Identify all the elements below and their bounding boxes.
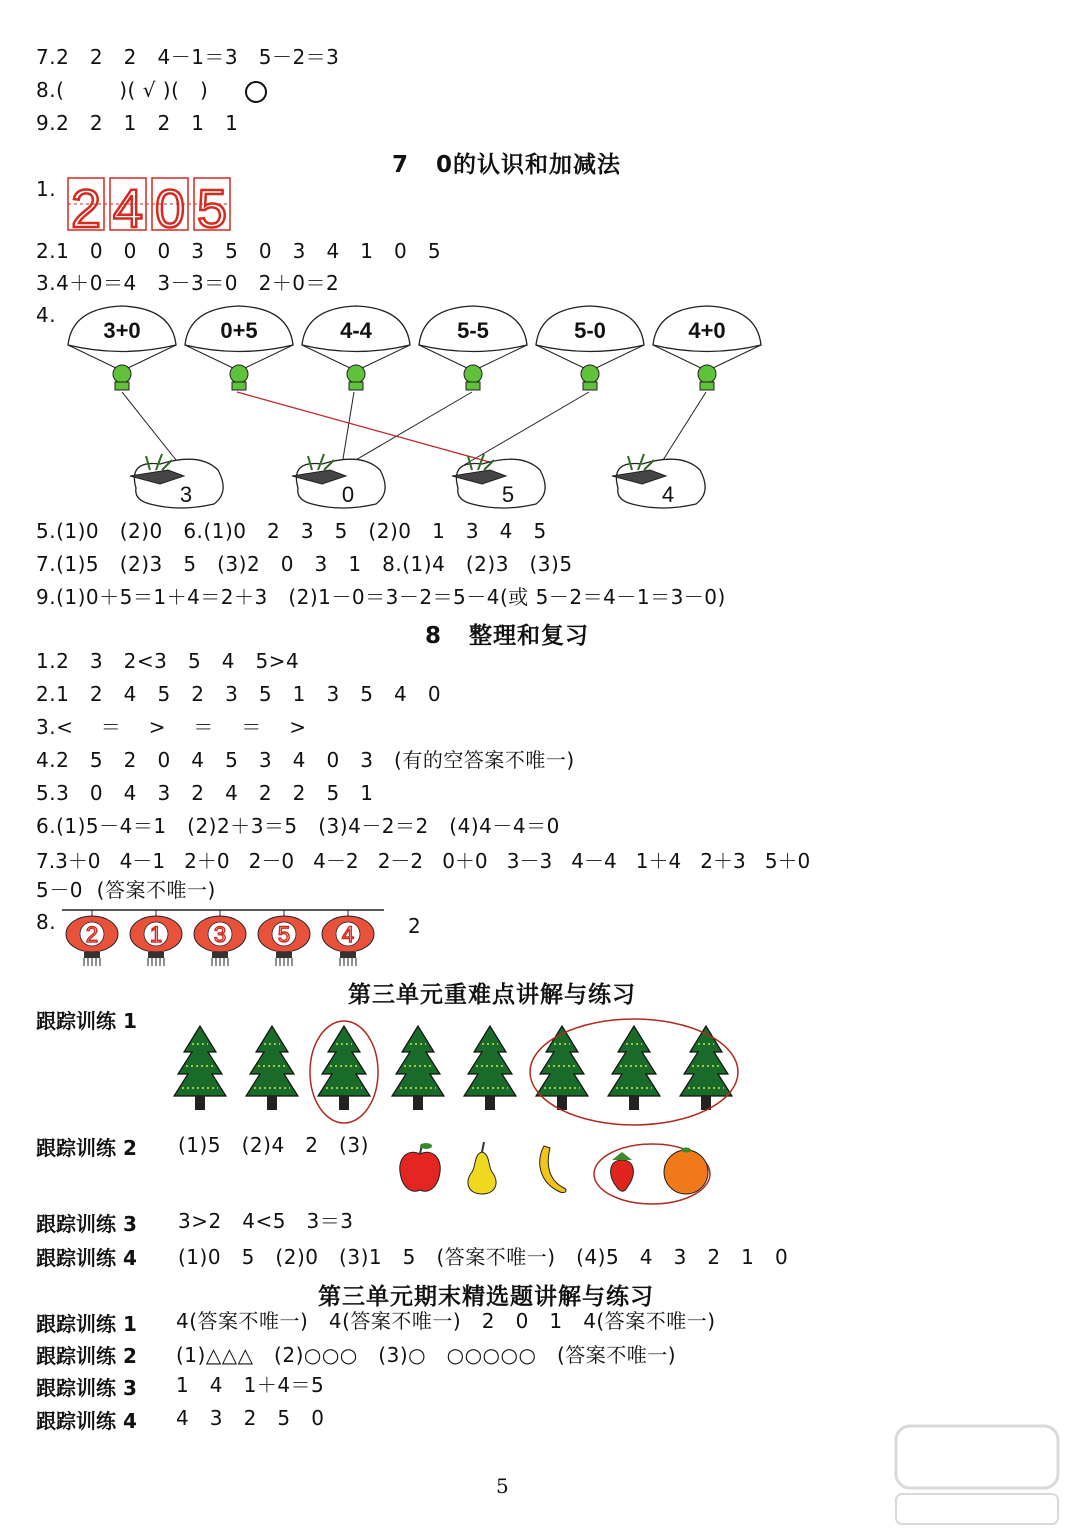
s8-q7-a: 7.3＋0 4－1 2＋0 2－0 4－2 2－2 0＋0 3－3 4－4 1＋4 2＋3 5＋0 [36, 849, 811, 873]
frog-icon [581, 365, 599, 383]
frog-icon [347, 365, 365, 383]
pear-icon [468, 1142, 496, 1194]
final-tracking-1-label: 跟踪训练 1 [36, 1312, 137, 1336]
rock-2 [292, 454, 385, 508]
apple-icon [400, 1143, 441, 1191]
digit-4: 5 [196, 179, 228, 234]
watermark-logo [892, 1420, 1062, 1530]
final-tracking-2-label: 跟踪训练 2 [36, 1344, 137, 1368]
circle-mark-icon [243, 80, 269, 104]
s8-q3: 3.< ＝ > ＝ ＝ > [36, 715, 307, 739]
parachute-2 [185, 306, 293, 390]
final-tracking-1-text: 4(答案不唯一) 4(答案不唯一) 2 0 1 4(答案不唯一) [176, 1309, 716, 1333]
lantern-icon [322, 910, 374, 966]
parachute-matching-figure [60, 300, 780, 515]
parachute-6 [653, 306, 761, 390]
s8-q1: 1.2 3 2<3 5 4 5>4 [36, 649, 300, 673]
q7-q8-line: 7.(1)5 (2)3 5 (3)2 0 3 1 8.(1)4 (2)3 (3)5 [36, 552, 573, 576]
s8-q7-b: 5－0 (答案不唯一) [36, 878, 216, 902]
tracking-exercise-3-label: 跟踪训练 3 [36, 1212, 137, 1236]
unit3-keypoints-title: 第三单元重难点讲解与练习 [348, 982, 636, 1008]
s8-q8-answer: 2 [408, 914, 422, 938]
lantern-label: 1 [149, 922, 163, 947]
parachute-5 [536, 306, 644, 390]
orange-icon [664, 1148, 708, 1195]
frog-icon [230, 365, 248, 383]
q3-line: 3.4＋0＝4 3－3＝0 2＋0＝2 [36, 271, 340, 295]
tree-row-figure [170, 1016, 750, 1126]
rock-4 [612, 454, 705, 508]
tree-icon [392, 1026, 444, 1110]
lantern-icon [66, 910, 118, 966]
final-tracking-3-text: 1 4 1＋4＝5 [176, 1373, 325, 1397]
strawberry-icon [611, 1152, 634, 1191]
rock-label: 3 [179, 482, 193, 507]
lantern-icon [130, 910, 182, 966]
digit-1: 2 [70, 179, 102, 234]
rock-label: 4 [661, 482, 675, 507]
page-number: 5 [496, 1474, 509, 1498]
handwritten-digits-boxes [66, 174, 232, 234]
tree-icon [246, 1026, 298, 1110]
section-8-title: 8 整理和复习 [425, 623, 590, 649]
parachute-label: 0+5 [220, 318, 258, 343]
q9-line: 9.(1)0＋5＝1＋4＝2＋3 (2)1－0＝3－2＝5－4(或 5－2＝4－1＝3－0) [36, 585, 726, 609]
frog-icon [464, 365, 482, 383]
tree-icon [464, 1026, 516, 1110]
final-tracking-4-label: 跟踪训练 4 [36, 1409, 137, 1433]
tracking-exercise-1-label: 跟踪训练 1 [36, 1009, 137, 1033]
fruit-row-figure [396, 1140, 726, 1206]
digit-2: 4 [112, 179, 144, 234]
parachute-label: 4-4 [340, 318, 372, 343]
q1-number: 1. [36, 177, 57, 201]
s8-q8-number: 8. [36, 910, 57, 934]
rock-label: 0 [341, 482, 355, 507]
lantern-row [60, 906, 390, 968]
lantern-icon [258, 910, 310, 966]
banana-icon [540, 1146, 566, 1193]
tracking-exercise-4-label: 跟踪训练 4 [36, 1246, 137, 1270]
rock-1 [130, 454, 223, 508]
s8-q6: 6.(1)5－4＝1 (2)2＋3＝5 (3)4－2＝2 (4)4－4＝0 [36, 814, 560, 838]
lantern-label: 4 [341, 922, 355, 947]
digit-3: 0 [154, 179, 186, 234]
s8-q5: 5.3 0 4 3 2 4 2 2 5 1 [36, 781, 374, 805]
tree-icon [608, 1026, 660, 1110]
q2-line: 2.1 0 0 0 3 5 0 3 4 1 0 5 [36, 239, 442, 263]
answer-line-8: 8.( )( √ )( ) [36, 78, 209, 102]
parachute-label: 4+0 [688, 318, 726, 343]
answer-line-9: 9.2 2 1 2 1 1 [36, 111, 239, 135]
rock-label: 5 [501, 482, 515, 507]
parachute-label: 5-5 [457, 318, 489, 343]
tree-icon [174, 1026, 226, 1110]
final-tracking-2-text: (1)△△△ (2)○○○ (3)○ ○○○○○ (答案不唯一) [176, 1343, 677, 1367]
s8-q4: 4.2 5 2 0 4 5 3 4 0 3 (有的空答案不唯一) [36, 748, 575, 772]
s8-q2: 2.1 2 4 5 2 3 5 1 3 5 4 0 [36, 682, 442, 706]
frog-icon [113, 365, 131, 383]
final-tracking-3-label: 跟踪训练 3 [36, 1376, 137, 1400]
section-7-title: 7 0的认识和加减法 [392, 152, 622, 178]
frog-icon [698, 365, 716, 383]
tracking-exercise-2-text: (1)5 (2)4 2 (3) [178, 1133, 369, 1157]
lantern-label: 3 [213, 922, 227, 947]
parachute-label: 5-0 [574, 318, 606, 343]
tracking-exercise-3-text: 3>2 4<5 3＝3 [178, 1209, 354, 1233]
final-tracking-4-text: 4 3 2 5 0 [176, 1406, 325, 1430]
q4-number: 4. [36, 303, 57, 327]
rock-3 [452, 454, 545, 508]
parachute-4 [419, 306, 527, 390]
lantern-icon [194, 910, 246, 966]
lantern-label: 5 [277, 922, 291, 947]
parachute-1 [68, 306, 176, 390]
q5-q6-line: 5.(1)0 (2)0 6.(1)0 2 3 5 (2)0 1 3 4 5 [36, 519, 547, 543]
answer-line-7: 7.2 2 2 4－1＝3 5－2＝3 [36, 45, 340, 69]
tree-icon [318, 1026, 370, 1110]
tracking-exercise-4-text: (1)0 5 (2)0 (3)1 5 (答案不唯一) (4)5 4 3 2 1 0 [178, 1245, 789, 1269]
unit3-final-title: 第三单元期末精选题讲解与练习 [318, 1284, 654, 1310]
tracking-exercise-2-label: 跟踪训练 2 [36, 1136, 137, 1160]
parachute-label: 3+0 [103, 318, 141, 343]
lantern-label: 2 [85, 922, 99, 947]
parachute-3 [302, 306, 410, 390]
